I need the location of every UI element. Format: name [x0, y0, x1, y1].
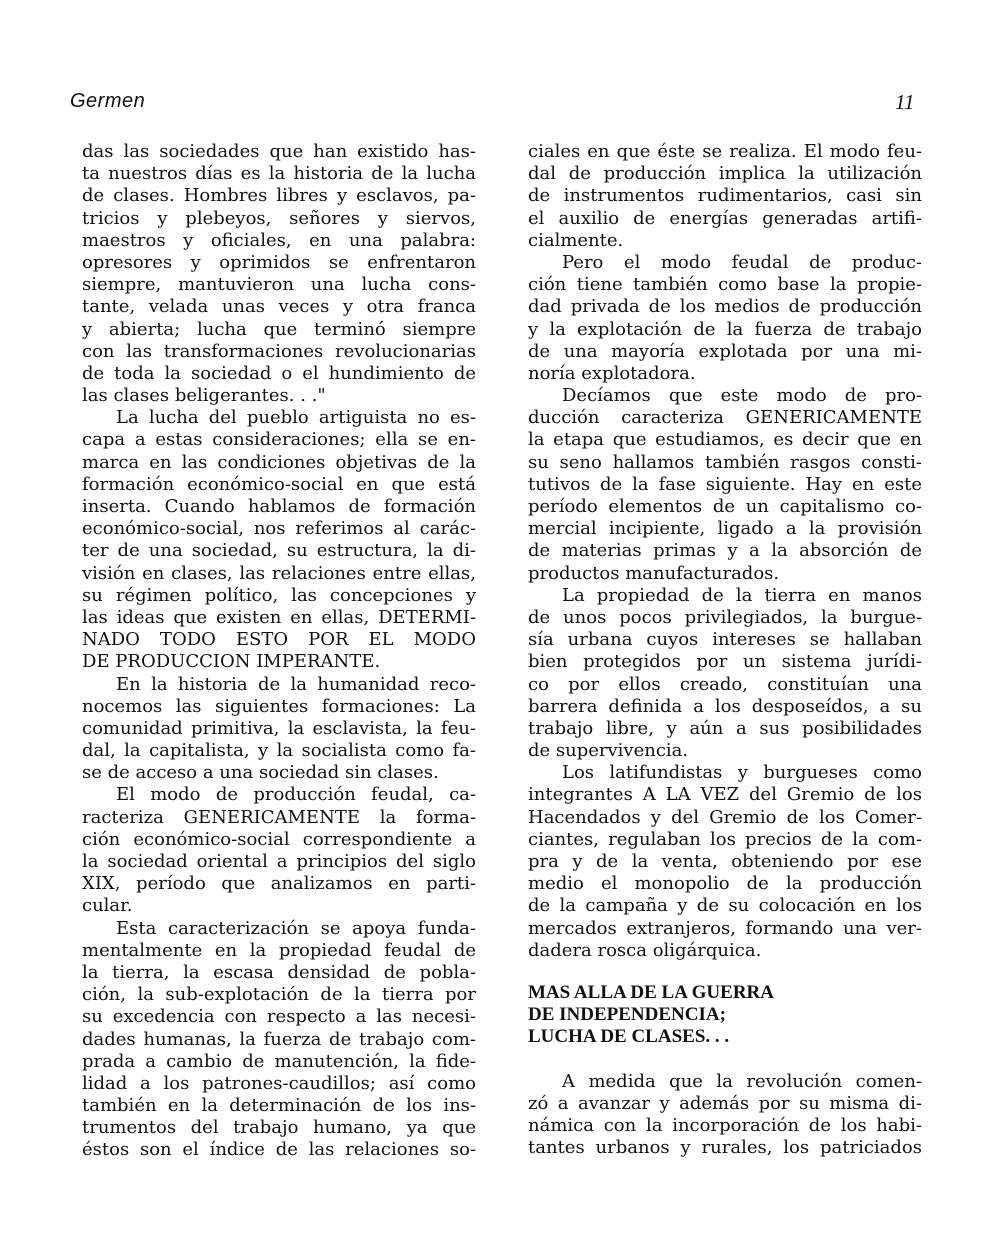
- text-line: námica con la incorporación de los habi-: [528, 1114, 922, 1136]
- text-line: dad privada de los medios de producción: [528, 296, 922, 318]
- text-line: las clases beligerantes. . .": [82, 385, 326, 407]
- text-line: co por ellos creado, constituían una: [528, 673, 922, 695]
- text-line: bien protegidos por un sistema jurídi-: [528, 651, 922, 673]
- text-line: opresores y oprimidos se enfrentaron: [82, 251, 476, 273]
- text-line: visión en clases, las relaciones entre ellas,: [82, 562, 476, 584]
- text-line: la sociedad oriental a principios del siglo: [82, 851, 476, 872]
- text-line: las ideas que existen en ellas, DETERMI-: [82, 606, 476, 628]
- text-line: su excedencia con respecto a las necesi-: [82, 1006, 476, 1028]
- text-line: de unos pocos privilegiados, la burgue-: [528, 606, 922, 628]
- text-line: de la campaña y de su colocación en los: [528, 895, 922, 917]
- text-line: ciantes, regulaban los precios de la com-: [528, 828, 922, 850]
- text-line: y abierta; lucha que terminó siempre: [82, 318, 476, 340]
- text-line: formación económico-social en que está: [82, 473, 476, 495]
- text-line: la tierra, la escasa densidad de pobla-: [82, 961, 476, 983]
- text-line: maestros y oficiales, en una palabra:: [82, 229, 476, 251]
- text-line: La lucha del pueblo artiguista no es-: [116, 407, 476, 429]
- text-line: dades humanas, la fuerza de trabajo com-: [82, 1028, 476, 1050]
- text-line: integrantes A LA VEZ del Gremio de los: [528, 784, 922, 806]
- text-line: ción económico-social correspondiente a: [82, 828, 476, 850]
- text-line: ciales en que éste se realiza. El modo feu-: [528, 141, 922, 162]
- text-line: de clases. Hombres libres y esclavos, pa-: [82, 185, 476, 207]
- text-line: se de acceso a una sociedad sin clases.: [82, 762, 439, 784]
- text-line: dadera rosca oligárquica.: [528, 939, 762, 961]
- text-line: racteriza GENERICAMENTE la forma-: [82, 806, 476, 828]
- text-line: DE PRODUCCION IMPERANTE.: [82, 651, 381, 673]
- text-line: ción, la sub-explotación de la tierra por: [82, 984, 476, 1006]
- text-line: mercial incipiente, ligado a la provisión: [528, 518, 922, 540]
- text-line: también en la determinación de los ins-: [82, 1095, 476, 1117]
- text-line: Decíamos que este modo de pro-: [562, 385, 922, 407]
- text-line: y la explotación de la fuerza de trabajo: [528, 318, 922, 340]
- text-line: barrera definida a los desposeídos, a su: [528, 695, 922, 717]
- text-line: A medida que la revolución comen-: [562, 1070, 922, 1092]
- text-line: período elementos de un capitalismo co-: [528, 496, 922, 517]
- text-line: noría explotadora.: [528, 362, 696, 384]
- text-line: medio el monopolio de la producción: [528, 873, 922, 895]
- text-line: de materias primas y a la absorción de: [528, 540, 922, 562]
- section-heading-line: MAS ALLA DE LA GUERRA: [528, 981, 774, 1003]
- text-line: Pero el modo feudal de produc-: [562, 251, 922, 273]
- text-line: tantes urbanos y rurales, los patriciados: [528, 1137, 922, 1159]
- text-line: En la historia de la humanidad reco-: [116, 673, 476, 695]
- text-line: ción tiene también como base la propie-: [528, 274, 922, 296]
- text-line: pra y de la venta, obteniendo por ese: [528, 851, 922, 872]
- text-line: de toda la sociedad o el hundimiento de: [82, 362, 476, 384]
- text-line: nocemos las siguientes formaciones: La: [82, 695, 476, 717]
- text-line: lidad a los patrones-caudillos; así como: [82, 1072, 476, 1094]
- section-spacer: [528, 962, 922, 982]
- text-line: cialmente.: [528, 229, 624, 251]
- text-line: la etapa que estudiamos, es decir que en: [528, 429, 922, 451]
- text-line: mentalmente en la propiedad feudal de: [82, 939, 476, 961]
- section-spacer: [528, 1049, 922, 1071]
- section-heading-line: DE INDEPENDENCIA;: [528, 1004, 726, 1026]
- text-line: tante, velada unas veces y otra franca: [82, 296, 476, 318]
- text-line: trabajo libre, y aún a sus posibilidades: [528, 717, 922, 739]
- text-line: NADO TODO ESTO POR EL MODO: [82, 629, 476, 651]
- text-line: cular.: [82, 895, 133, 917]
- text-line: El modo de producción feudal, ca-: [116, 784, 476, 806]
- text-line: La propiedad de la tierra en manos: [562, 584, 922, 606]
- text-line: Los latifundistas y burgueses como: [562, 762, 922, 784]
- text-line: marca en las condiciones objetivas de la: [82, 451, 476, 473]
- text-line: comunidad primitiva, la esclavista, la feu-: [82, 717, 476, 739]
- text-line: tricios y plebeyos, señores y siervos,: [82, 207, 476, 229]
- section-heading-line: LUCHA DE CLASES. . .: [528, 1026, 730, 1048]
- text-line: prada a cambio de manutención, la fide-: [82, 1050, 476, 1072]
- text-line: éstos son el índice de las relaciones so-: [82, 1139, 476, 1161]
- text-line: tutivos de la fase siguiente. Hay en este: [528, 473, 922, 495]
- text-line: ducción caracteriza GENERICAMENTE: [528, 407, 922, 429]
- text-line: XIX, período que analizamos en parti-: [82, 873, 476, 895]
- text-line: das las sociedades que han existido has-: [82, 141, 476, 162]
- text-line: su seno hallamos también rasgos consti-: [528, 451, 922, 473]
- left-column: [82, 141, 476, 1162]
- text-line: capa a estas consideraciones; ella se en-: [82, 429, 476, 451]
- page-number: 11: [895, 90, 915, 114]
- text-line: con las transformaciones revolucionarias: [82, 340, 476, 362]
- text-line: el auxilio de energías generadas artifi-: [528, 207, 922, 229]
- text-line: Hacendados y del Gremio de los Comer-: [528, 806, 922, 828]
- text-line: dal, la capitalista, y la socialista como fa-: [82, 740, 476, 762]
- text-line: de una mayoría explotada por una mi-: [528, 340, 922, 362]
- text-line: inserta. Cuando hablamos de formación: [82, 496, 476, 517]
- text-line: de instrumentos rudimentarios, casi sin: [528, 185, 922, 207]
- text-line: dal de producción implica la utilización: [528, 163, 922, 185]
- text-line: ta nuestros días es la historia de la lucha: [82, 163, 476, 185]
- running-title: Germen: [70, 90, 146, 112]
- text-line: económico-social, nos referimos al carác-: [82, 518, 476, 540]
- text-line: ter de una sociedad, su estructura, la di-: [82, 540, 476, 562]
- right-column: [528, 141, 922, 1159]
- text-line: sía urbana cuyos intereses se hallaban: [528, 629, 922, 651]
- text-line: de supervivencia.: [528, 740, 689, 762]
- text-line: trumentos del trabajo humano, ya que: [82, 1117, 476, 1139]
- text-line: su régimen político, las concepciones y: [82, 584, 476, 606]
- text-line: zó a avanzar y además por su misma di-: [528, 1092, 922, 1114]
- text-line: Esta caracterización se apoya funda-: [116, 917, 476, 939]
- text-line: mercados extranjeros, formando una ver-: [528, 917, 922, 939]
- text-line: siempre, mantuvieron una lucha cons-: [82, 274, 476, 296]
- text-line: productos manufacturados.: [528, 562, 780, 584]
